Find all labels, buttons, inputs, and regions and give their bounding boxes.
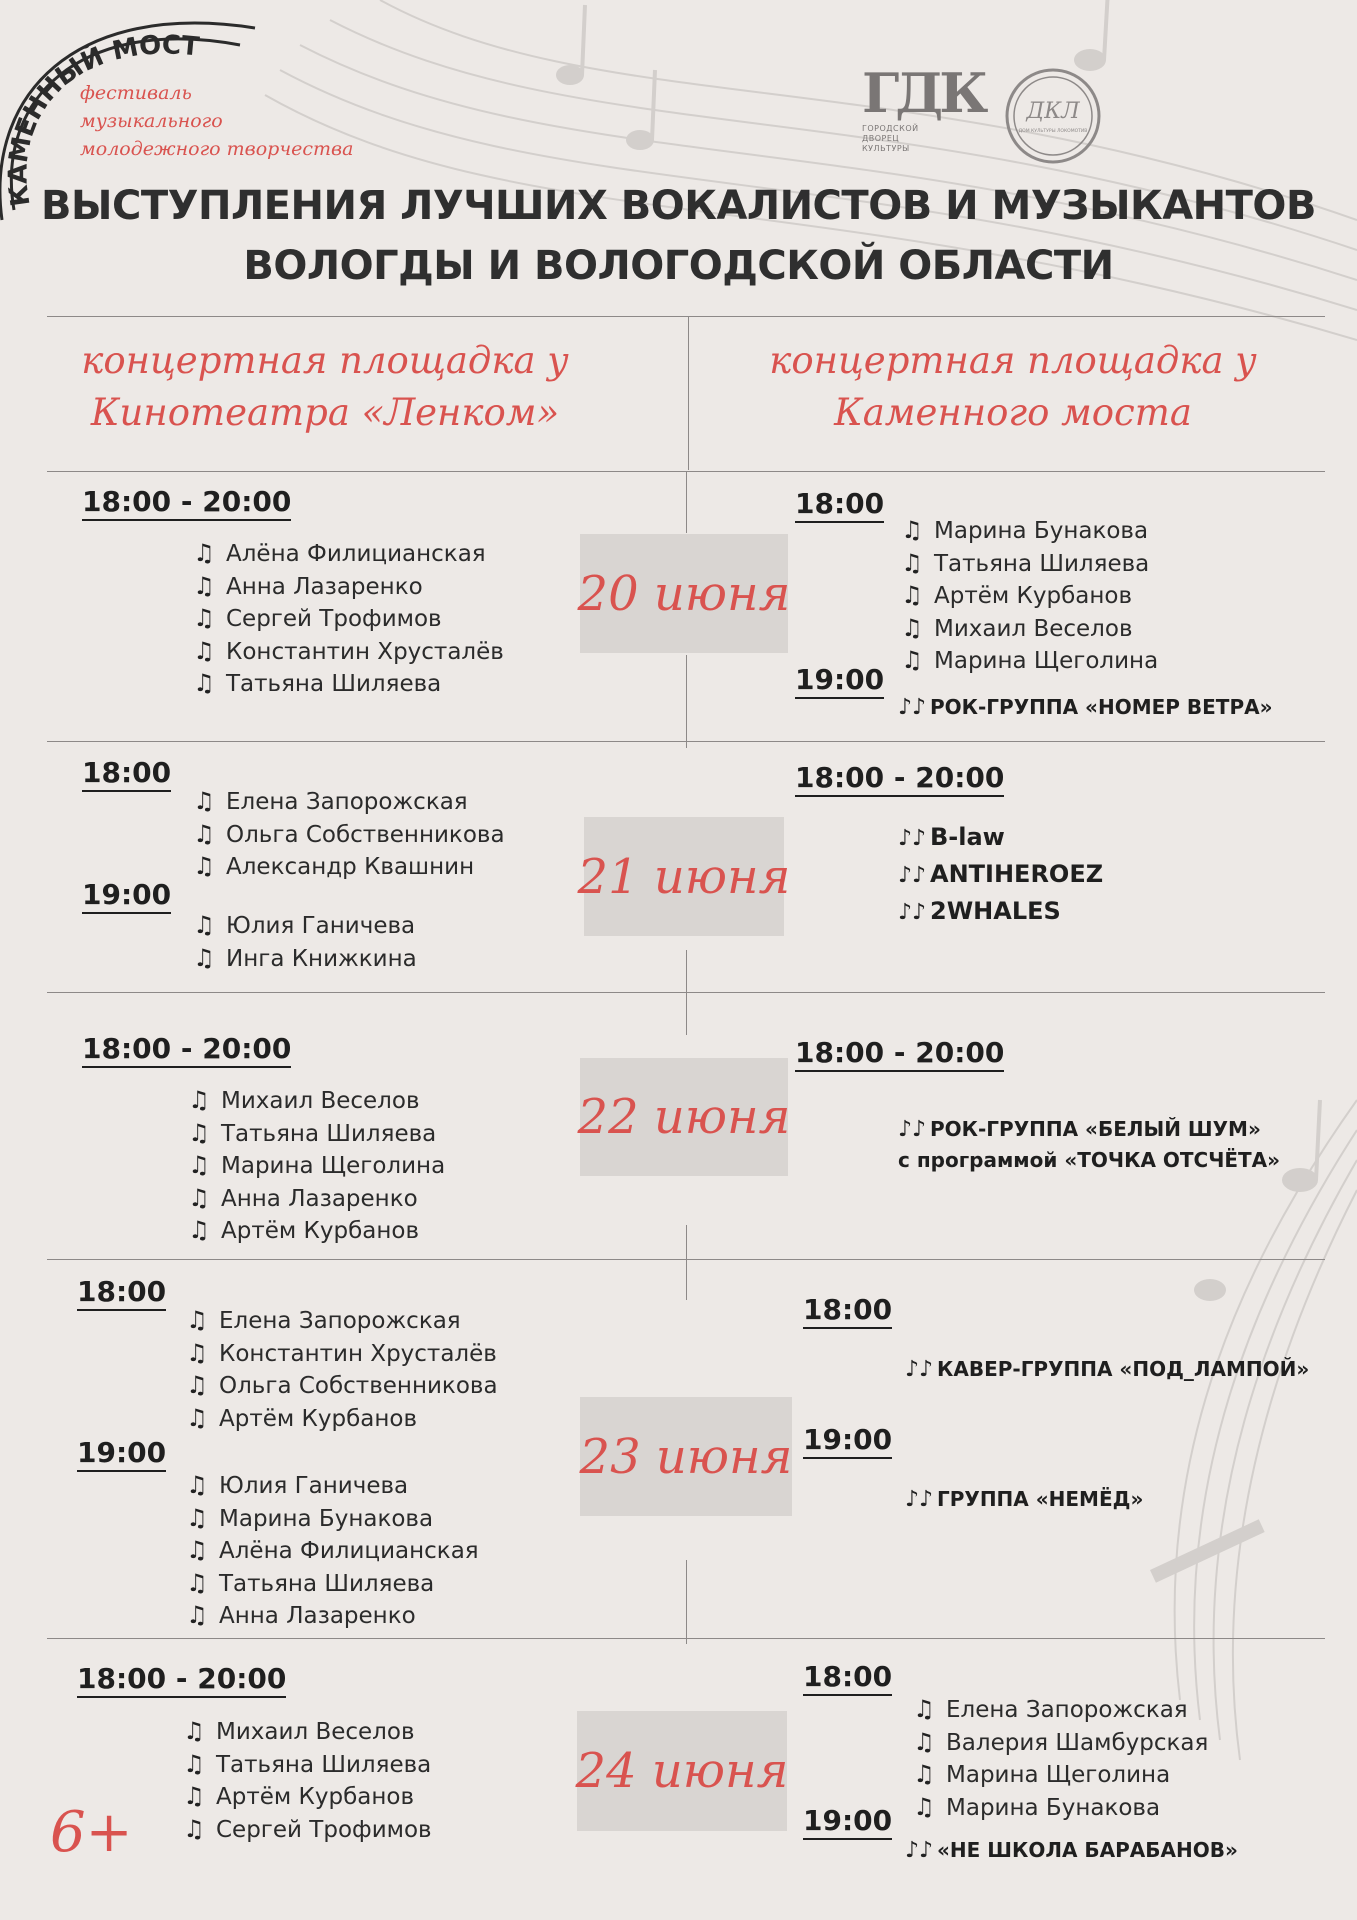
list-item: ♫ Михаил Веселов: [182, 1716, 432, 1749]
list-item: ♫ Марина Бунакова: [185, 1503, 479, 1536]
logo-line-1: фестиваль: [80, 82, 192, 104]
day4-band-2: ♪♪ ГРУППА «НЕМЁД»: [905, 1484, 1143, 1515]
music-note-icon: ♫: [183, 1782, 205, 1811]
music-note-icon: ♫: [901, 581, 923, 610]
day2-band-2: ♪♪ ANTIHEROEZ: [898, 856, 1103, 894]
music-note-icon: ♫: [188, 1086, 210, 1114]
music-note-icon: ♫: [901, 548, 923, 577]
list-item: ♫ Валерия Шамбурская: [912, 1727, 1208, 1760]
list-item: ♫ Юлия Ганичева: [192, 910, 417, 943]
music-note-icon: ♫: [913, 1695, 935, 1723]
list-item: ♫ Сергей Трофимов: [192, 603, 504, 636]
day5-left-time: 18:00 - 20:00: [77, 1663, 286, 1698]
music-note-icon: ♫: [913, 1792, 935, 1821]
list-item: ♫ Артём Курбанов: [187, 1215, 445, 1248]
list-item: ♫ Татьяна Шиляева: [900, 548, 1158, 581]
music-note-icon: ♫: [188, 1183, 210, 1212]
list-item: ♫ Марина Бунакова: [900, 515, 1158, 548]
music-notes-icon: ♪♪: [898, 1117, 927, 1142]
music-note-icon: ♫: [193, 819, 215, 848]
venue-left-line-2: Кинотеатра «Ленком»: [90, 391, 560, 434]
music-note-icon: ♫: [901, 613, 923, 642]
day5-right-performers: [912, 1694, 1208, 1824]
list-item: ♫ Елена Запорожская: [185, 1305, 498, 1338]
list-item: ♫ Сергей Трофимов: [182, 1814, 432, 1847]
music-note-icon: ♫: [193, 604, 215, 633]
list-item: ♫ Анна Лазаренко: [187, 1183, 445, 1216]
day4-date: 23 июня: [579, 1428, 793, 1485]
list-item: ♫ Алёна Филицианская: [185, 1535, 479, 1568]
venue-right-line-2: Каменного моста: [834, 391, 1192, 434]
list-item: ♫ Марина Бунакова: [912, 1792, 1208, 1825]
dkl-logo-sub: ДОМ КУЛЬТУРЫ ЛОКОМОТИВ: [1018, 129, 1088, 134]
dkl-logo: [1003, 66, 1103, 166]
music-note-icon: ♫: [188, 1118, 210, 1147]
page-title-line-1: ВЫСТУПЛЕНИЯ ЛУЧШИХ ВОКАЛИСТОВ И МУЗЫКАНТОВ: [41, 183, 1316, 229]
day1-right-time-2: 19:00: [795, 664, 884, 699]
day3-date: 22 июня: [577, 1089, 791, 1145]
day3-band-sub: с программой «ТОЧКА ОТСЧЁТА»: [898, 1148, 1281, 1172]
day3-right-time: 18:00 - 20:00: [795, 1037, 1004, 1072]
music-note-icon: ♫: [193, 571, 215, 600]
music-note-icon: ♫: [186, 1371, 208, 1400]
day3-left-performers: [187, 1085, 445, 1248]
logo-line-2: музыкального: [80, 110, 223, 132]
music-note-icon: ♫: [193, 669, 215, 698]
list-item: ♫ Артём Курбанов: [182, 1781, 432, 1814]
music-notes-icon: ♪♪: [898, 695, 927, 720]
day4-band-1: ♪♪ КАВЕР-ГРУППА «ПОД_ЛАМПОЙ»: [905, 1354, 1309, 1385]
list-item: ♫ Константин Хрусталёв: [185, 1338, 498, 1371]
list-item: ♫ Анна Лазаренко: [192, 571, 504, 604]
music-note-icon: ♫: [193, 787, 215, 815]
music-note-icon: ♫: [186, 1601, 208, 1630]
list-item: ♫ Анна Лазаренко: [185, 1600, 479, 1633]
gdk-logo-mark: ГДК: [862, 61, 985, 125]
divider-v-3: [686, 1225, 687, 1300]
logo-line-3: молодежного творчества: [80, 138, 354, 160]
day4-right-time-1: 18:00: [803, 1294, 892, 1329]
day2-band-1: ♪♪ B-law: [898, 819, 1005, 857]
day3-date-box: [577, 1058, 791, 1176]
music-note-icon: ♫: [183, 1749, 205, 1778]
list-item: ♫ Михаил Веселов: [900, 613, 1158, 646]
list-item: ♫ Ольга Собственникова: [185, 1370, 498, 1403]
day5-date: 24 июня: [575, 1743, 789, 1799]
day2-left-time-2: 19:00: [82, 879, 171, 914]
divider-v-2: [686, 950, 687, 1035]
divider-v-1a: [686, 471, 687, 533]
day3-left-time: 18:00 - 20:00: [82, 1033, 291, 1068]
music-note-icon: ♫: [188, 1216, 210, 1245]
day2-date: 21 июня: [577, 848, 791, 905]
day1-date: 20 июня: [577, 565, 791, 622]
music-note-icon: ♫: [193, 911, 215, 939]
music-note-icon: ♫: [193, 943, 215, 972]
page-title-line-2: ВОЛОГДЫ И ВОЛОГОДСКОЙ ОБЛАСТИ: [243, 243, 1114, 289]
music-note-icon: ♫: [193, 852, 215, 881]
music-note-icon: ♫: [186, 1338, 208, 1367]
day2-band-3: ♪♪ 2WHALES: [898, 893, 1061, 931]
dkl-logo-mark: ДКЛ: [1026, 99, 1080, 124]
day1-date-box: [577, 534, 791, 653]
music-notes-icon: ♪♪: [898, 900, 927, 925]
day1-band: ♪♪ РОК-ГРУППА «НОМЕР ВЕТРА»: [898, 692, 1273, 723]
music-note-icon: ♫: [183, 1717, 205, 1745]
day5-left-performers: [182, 1716, 432, 1846]
list-item: ♫ Юлия Ганичева: [185, 1470, 479, 1503]
day3-band: ♪♪ РОК-ГРУППА «БЕЛЫЙ ШУМ»: [898, 1114, 1261, 1145]
music-note-icon: ♫: [913, 1760, 935, 1789]
day2-left-performers-2: [192, 910, 417, 975]
day2-left-time-1: 18:00: [82, 757, 171, 792]
music-note-icon: ♫: [186, 1471, 208, 1499]
day4-date-box: [580, 1397, 792, 1516]
list-item: ♫ Александр Квашнин: [192, 851, 505, 884]
list-item: ♫ Артём Курбанов: [900, 580, 1158, 613]
day1-right-performers: [900, 515, 1158, 678]
day4-left-time-2: 19:00: [77, 1437, 166, 1472]
age-rating: 6+: [50, 1800, 133, 1865]
music-notes-icon: ♪♪: [898, 863, 927, 888]
music-note-icon: ♫: [183, 1814, 205, 1843]
list-item: ♫ Елена Запорожская: [912, 1694, 1208, 1727]
list-item: ♫ Алёна Филицианская: [192, 538, 504, 571]
day4-left-performers-2: [185, 1470, 479, 1633]
day5-date-box: [577, 1711, 787, 1831]
day5-right-time-1: 18:00: [803, 1661, 892, 1696]
day4-right-time-2: 19:00: [803, 1424, 892, 1459]
music-note-icon: ♫: [186, 1503, 208, 1532]
venue-right-line-1: концертная площадка у: [769, 339, 1257, 382]
music-note-icon: ♫: [186, 1306, 208, 1334]
divider-top: [47, 316, 1325, 317]
music-note-icon: ♫: [913, 1727, 935, 1756]
logo-arc-text: КАМЕННЫЙ МОСТ: [3, 30, 201, 209]
day1-left-performers: [192, 538, 504, 701]
list-item: ♫ Ольга Собственникова: [192, 819, 505, 852]
gdk-logo-sub-3: КУЛЬТУРЫ: [862, 144, 910, 153]
day5-band: ♪♪ «НЕ ШКОЛА БАРАБАНОВ»: [905, 1835, 1238, 1866]
list-item: ♫ Марина Щеголина: [912, 1759, 1208, 1792]
venue-right: [753, 335, 1273, 439]
music-notes-icon: ♪♪: [905, 1357, 934, 1382]
gdk-logo: [862, 61, 985, 154]
day1-left-time: 18:00 - 20:00: [82, 486, 291, 521]
list-item: ♫ Елена Запорожская: [192, 786, 505, 819]
day5-right-time-2: 19:00: [803, 1805, 892, 1840]
music-notes-icon: ♪♪: [905, 1838, 934, 1863]
list-item: ♫ Михаил Веселов: [187, 1085, 445, 1118]
gdk-logo-sub-2: ДВОРЕЦ: [862, 134, 900, 143]
music-note-icon: ♫: [188, 1151, 210, 1180]
music-notes-icon: ♪♪: [905, 1487, 934, 1512]
list-item: ♫ Татьяна Шиляева: [182, 1749, 432, 1782]
day2-right-time: 18:00 - 20:00: [795, 762, 1004, 797]
day4-left-performers-1: [185, 1305, 498, 1435]
day1-right-time-1: 18:00: [795, 488, 884, 523]
list-item: ♫ Артём Курбанов: [185, 1403, 498, 1436]
venue-left: [65, 335, 585, 439]
divider-v-4: [686, 1560, 687, 1644]
music-note-icon: ♫: [901, 646, 923, 675]
music-note-icon: ♫: [186, 1403, 208, 1432]
list-item: ♫ Марина Щеголина: [900, 645, 1158, 678]
list-item: ♫ Инга Книжкина: [192, 943, 417, 976]
day4-left-time-1: 18:00: [77, 1276, 166, 1311]
list-item: ♫ Татьяна Шиляева: [192, 668, 504, 701]
divider-v-1b: [686, 655, 687, 748]
music-note-icon: ♫: [193, 636, 215, 665]
music-note-icon: ♫: [193, 539, 215, 567]
music-notes-icon: ♪♪: [898, 826, 927, 851]
divider-venue-vertical: [688, 316, 689, 470]
music-note-icon: ♫: [186, 1536, 208, 1565]
list-item: ♫ Татьяна Шиляева: [185, 1568, 479, 1601]
list-item: ♫ Татьяна Шиляева: [187, 1118, 445, 1151]
music-note-icon: ♫: [901, 516, 923, 544]
music-note-icon: ♫: [186, 1568, 208, 1597]
venue-left-line-1: концертная площадка у: [81, 339, 569, 382]
day2-left-performers-1: [192, 786, 505, 884]
gdk-logo-sub-1: ГОРОДСКОЙ: [862, 124, 919, 133]
day2-date-box: [577, 817, 791, 936]
list-item: ♫ Константин Хрусталёв: [192, 636, 504, 669]
list-item: ♫ Марина Щеголина: [187, 1150, 445, 1183]
